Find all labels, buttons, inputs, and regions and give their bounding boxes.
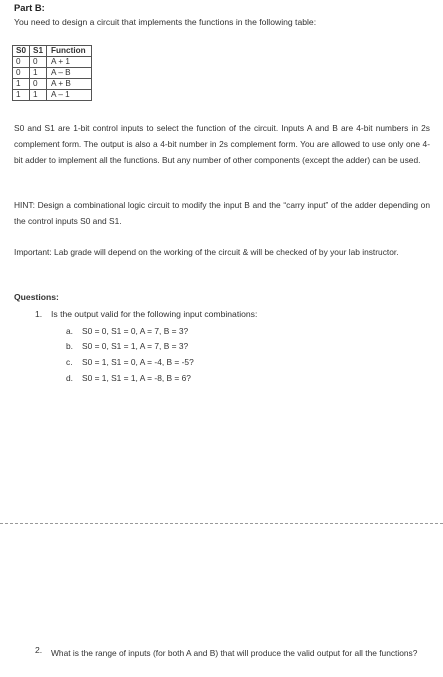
function-table xyxy=(12,45,92,101)
cell-function: A + B xyxy=(47,79,92,90)
cell-s0: 1 xyxy=(13,79,30,90)
section-title: Part B: xyxy=(14,2,45,13)
table-header-row xyxy=(13,46,92,57)
section-divider xyxy=(0,523,443,524)
table-row xyxy=(13,68,92,79)
question-number: 1. xyxy=(35,309,43,319)
hint-paragraph: HINT: Design a combinational logic circuit to modify the input B and the “carry input” of the adder depending on the control inputs S0 and S1. xyxy=(14,200,430,226)
list-item xyxy=(66,326,188,336)
question-2-number: 2. xyxy=(35,645,43,655)
cell-s0: 1 xyxy=(13,90,30,101)
list-item xyxy=(66,341,188,351)
table-row xyxy=(13,57,92,68)
item-letter: a. xyxy=(66,326,73,336)
questions-heading: Questions: xyxy=(14,292,59,302)
cell-s0: 0 xyxy=(13,57,30,68)
description-paragraph: S0 and S1 are 1-bit control inputs to select the function of the circuit. Inputs A and B are 4-bit numbers in 2s complement form. The output is also a 4-bit number in 2s complement form. You are allowed to use only one 4-bit adder to implement all the functions. But any number of other components (except the adder) can be used. xyxy=(14,123,430,165)
item-letter: c. xyxy=(66,357,73,367)
table-row xyxy=(13,79,92,90)
list-item xyxy=(66,357,194,367)
cell-function: A – 1 xyxy=(47,90,92,101)
cell-s1: 1 xyxy=(30,68,47,79)
item-text: S0 = 1, S1 = 0, A = -4, B = -5? xyxy=(82,357,194,367)
header-s0: S0 xyxy=(13,46,30,57)
item-text: S0 = 1, S1 = 1, A = -8, B = 6? xyxy=(82,373,191,383)
item-text: S0 = 0, S1 = 1, A = 7, B = 3? xyxy=(82,341,189,351)
cell-s0: 0 xyxy=(13,68,30,79)
list-item xyxy=(66,373,191,383)
table-row xyxy=(13,90,92,101)
cell-function: A + 1 xyxy=(47,57,92,68)
header-function: Function xyxy=(47,46,92,57)
question-2-text: What is the range of inputs (for both A and B) that will produce the valid output for all the functions? xyxy=(51,648,418,658)
header-s1: S1 xyxy=(30,46,47,57)
important-paragraph: Important: Lab grade will depend on the working of the circuit & will be checked of by your lab instructor. xyxy=(14,247,399,257)
question-text: Is the output valid for the following input combinations: xyxy=(51,309,258,319)
cell-function: A – B xyxy=(47,68,92,79)
cell-s1: 0 xyxy=(30,79,47,90)
cell-s1: 1 xyxy=(30,90,47,101)
intro-text: You need to design a circuit that implements the functions in the following table: xyxy=(14,17,317,27)
cell-s1: 0 xyxy=(30,57,47,68)
item-text: S0 = 0, S1 = 0, A = 7, B = 3? xyxy=(82,326,189,336)
item-letter: b. xyxy=(66,341,73,351)
item-letter: d. xyxy=(66,373,73,383)
